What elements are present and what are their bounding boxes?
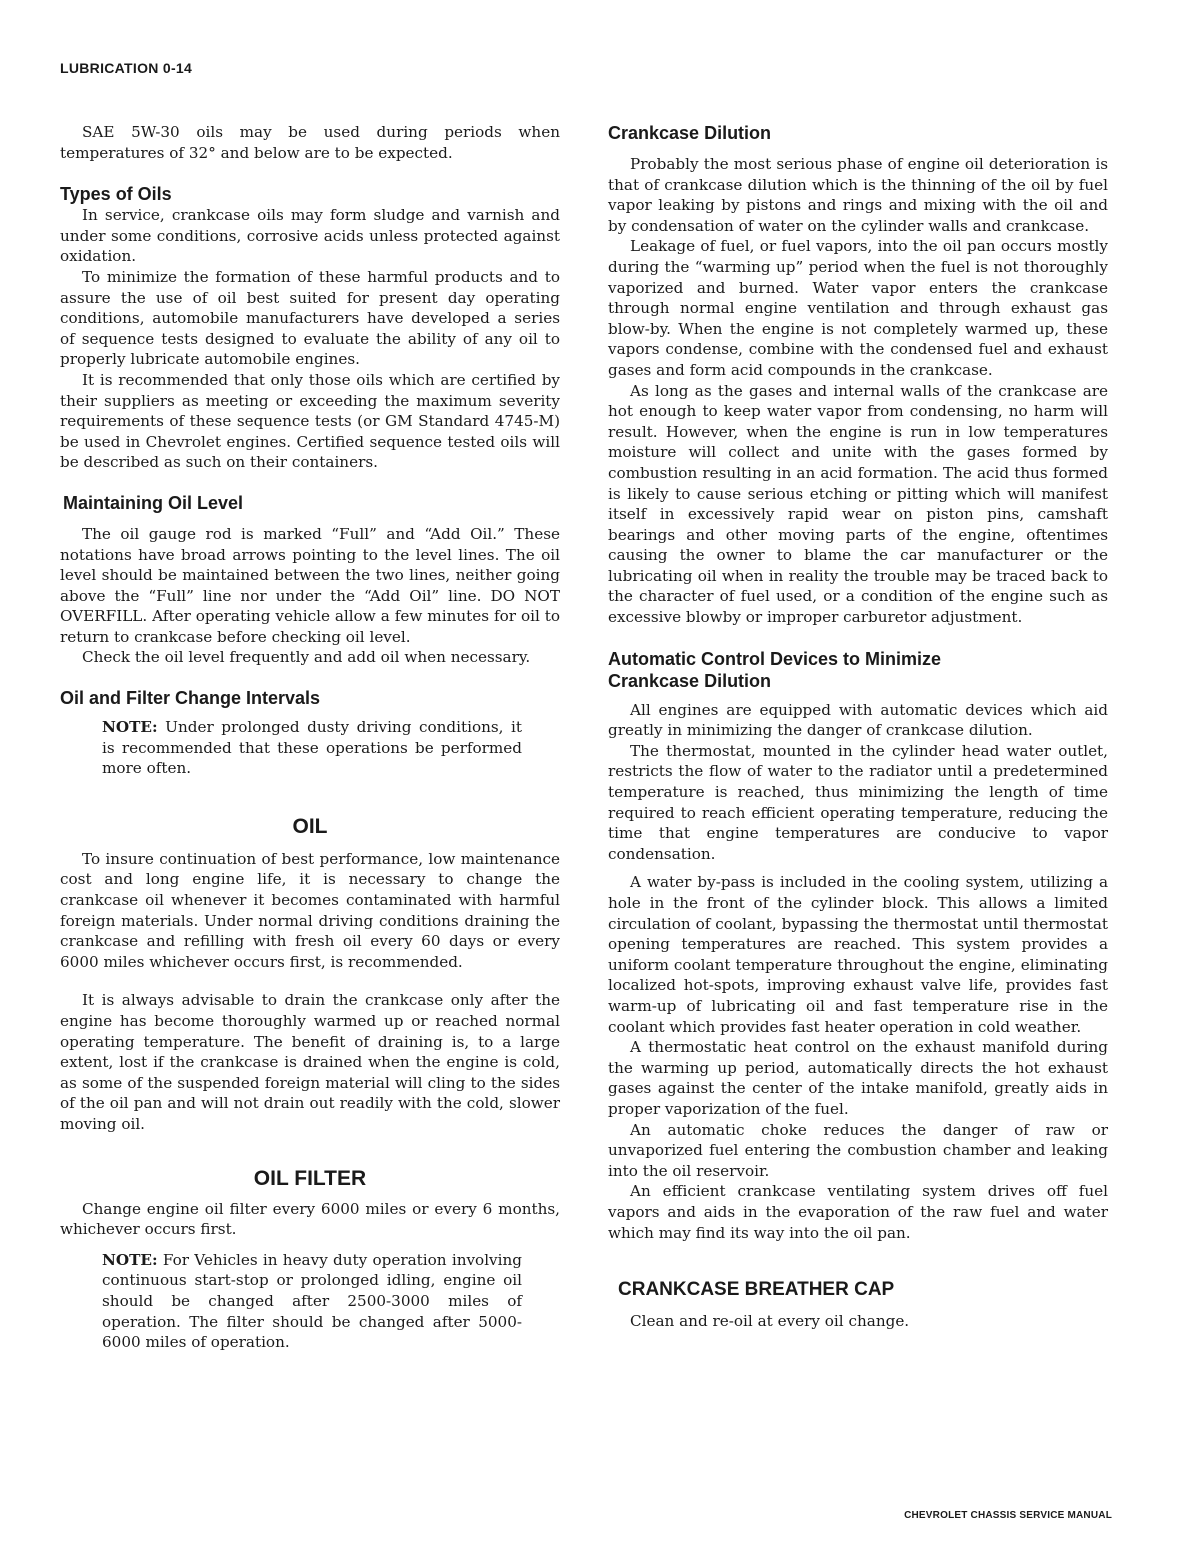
oil-paragraph-2: It is always advisable to drain the crankcase only after the engine has become thoroughly warmed up or reached normal operating temperature. The benefit of draining is, to a large extent, lost if the crankcase is drained when the engine is cold, as some of the suspended foreign material will cling to the sides of the oil pan and will not drain out readily with the cold, slower moving oil.: [60, 991, 560, 1133]
auto-paragraph-6: An efficient crankcase ventilating system drives off fuel vapors and aids in the evaporation of the raw fuel and water which may find its way into the oil pan.: [608, 1182, 1108, 1242]
types-paragraph-1: In service, crankcase oils may form sludge and varnish and under some conditions, corrosive acids unless protected against oxidation.: [60, 206, 560, 266]
change-intervals-heading: Oil and Filter Change Intervals: [60, 688, 321, 709]
crankcase-breather-cap-heading: CRANKCASE BREATHER CAP: [618, 1279, 895, 1301]
types-paragraph-3: It is recommended that only those oils which are certified by their suppliers as meeting or exceeding the maximum severity requirements of these sequence tests (or GM Standard 4745-M) be used in Chevrolet engines. Certified sequence tested oils will be described as such on their containers.: [60, 370, 560, 472]
filter-note: [60, 1250, 560, 1353]
crankcase-dilution-heading: Crankcase Dilution: [608, 123, 772, 143]
oil-section-title: OIL: [292, 814, 328, 838]
filter-paragraph-1: Change engine oil filter every 6000 miles or every 6 months, whichever occurs first.: [60, 1199, 560, 1239]
level-paragraph-2: Check the oil level frequently and add oil when necessary.: [82, 648, 531, 667]
auto-paragraph-4: A thermostatic heat control on the exhaust manifold during the warming up period, automatically directs the hot exhaust gases against the center of the intake manifold, greatly aids in proper vaporization of the fuel.: [608, 1038, 1108, 1118]
auto-paragraph-5: An automatic choke reduces the danger of raw or unvaporized fuel entering the combustion chamber and leaking into the oil reservoir.: [608, 1120, 1108, 1180]
right-column: [608, 122, 1108, 1332]
breather-paragraph: Clean and re-oil at every oil change.: [630, 1312, 910, 1331]
dilution-paragraph-1: Probably the most serious phase of engine oil deterioration is that of crankcase dilution which is the thinning of the oil by fuel vapor leaking by pistons and rings and mixing with the oil and by condensation of water on the cylinder walls and crankcase.: [608, 155, 1108, 235]
oil-filter-section-title: OIL FILTER: [253, 1166, 367, 1190]
oil-paragraph-1: To insure continuation of best performance, low maintenance cost and long engine life, it is necessary to change the crankcase oil whenever it becomes contaminated with harmful foreign materials. Under normal driving conditions draining the crankcase and refilling with fresh oil every 60 days or every 6000 miles whichever occurs first, is recommended.: [60, 849, 560, 971]
note-label: NOTE:: [102, 1250, 158, 1269]
heading-line-2: Crankcase Dilution: [608, 670, 772, 691]
auto-paragraph-3: A water by-pass is included in the cooling system, utilizing a hole in the front of the cylinder block. This allows a limited circulation of coolant, bypassing the thermostat until thermostat opening temperatures are reached. This system provides a uniform coolant temperature throughout the engine, eliminating localized hot-spots, improving exhaust valve life, provides fast warm-up of lubricating oil and fast temperature rise in the coolant which provides fast heater operation in cold weather.: [608, 873, 1108, 1036]
note-text: For Vehicles in heavy duty operation involving continuous start-stop or prolonged idling, engine oil should be changed after 2500-3000 miles of operation. The filter should be changed after 5000-6000 miles of operation.: [102, 1250, 522, 1352]
dilution-paragraph-2: Leakage of fuel, or fuel vapors, into the oil pan occurs mostly during the “warming up” period when the fuel is not thoroughly vaporized and burned. Water vapor enters the crankcase through normal engine ventilation and through exhaust gas blow-by. When the engine is not completely warmed up, these vapors condense, combine with the condensed fuel and exhaust gases and form acid compounds in the crankcase.: [608, 237, 1108, 379]
maintaining-oil-level-heading: Maintaining Oil Level: [63, 492, 244, 513]
note-text: Under prolonged dusty driving conditions, it is recommended that these operations be performed more often.: [102, 718, 522, 778]
left-column: [60, 122, 560, 1353]
intervals-note: [60, 717, 560, 779]
types-of-oils-heading: Types of Oils: [60, 184, 172, 205]
auto-paragraph-1: All engines are equipped with automatic devices which aid greatly in minimizing the danger of crankcase dilution.: [608, 700, 1108, 740]
footer-manual-title: CHEVROLET CHASSIS SERVICE MANUAL: [904, 1510, 1112, 1521]
types-paragraph-2: To minimize the formation of these harmful products and to assure the use of oil best suited for present day operating conditions, automobile manufacturers have developed a series of sequence tests designed to evaluate the ability of any oil to properly lubricate automobile engines.: [60, 267, 560, 369]
dilution-paragraph-3: As long as the gases and internal walls of the crankcase are hot enough to keep water vapor from condensing, no harm will result. However, when the engine is run in low temperatures moisture will collect and unite with the gases formed by combustion resulting in an acid formation. The acid thus formed is likely to cause serious etching or pitting which will manifest itself in excessively rapid wear on piston pins, camshaft bearings and other moving parts of the engine, oftentimes causing the owner to blame the car manufacturer or the lubricating oil when in reality the trouble may be traced back to the character of fuel used, or a condition of the engine such as excessive blowby or improper carburetor adjustment.: [608, 381, 1108, 627]
level-paragraph-1: The oil gauge rod is marked “Full” and “Add Oil.” These notations have broad arrows pointing to the level lines. The oil level should be maintained between the two lines, neither going above the “Full” line nor under the “Add Oil” line. DO NOT OVERFILL. After operating vehicle allow a few minutes for oil to return to crankcase before checking oil level.: [60, 524, 560, 646]
running-head: LUBRICATION 0-14: [60, 60, 193, 76]
heading-line-1: Automatic Control Devices to Minimize: [608, 648, 942, 669]
intro-paragraph: SAE 5W-30 oils may be used during periods when temperatures of 32° and below are to be expected.: [60, 123, 560, 162]
note-label: NOTE:: [102, 718, 158, 737]
automatic-control-devices-heading: [608, 648, 1108, 692]
auto-paragraph-2: The thermostat, mounted in the cylinder head water outlet, restricts the flow of water to the radiator until a predetermined temperature is reached, thus minimizing the length of time required to reach efficient operating temperature, reducing the time that engine temperatures are conducive to vapor condensation.: [608, 741, 1108, 863]
